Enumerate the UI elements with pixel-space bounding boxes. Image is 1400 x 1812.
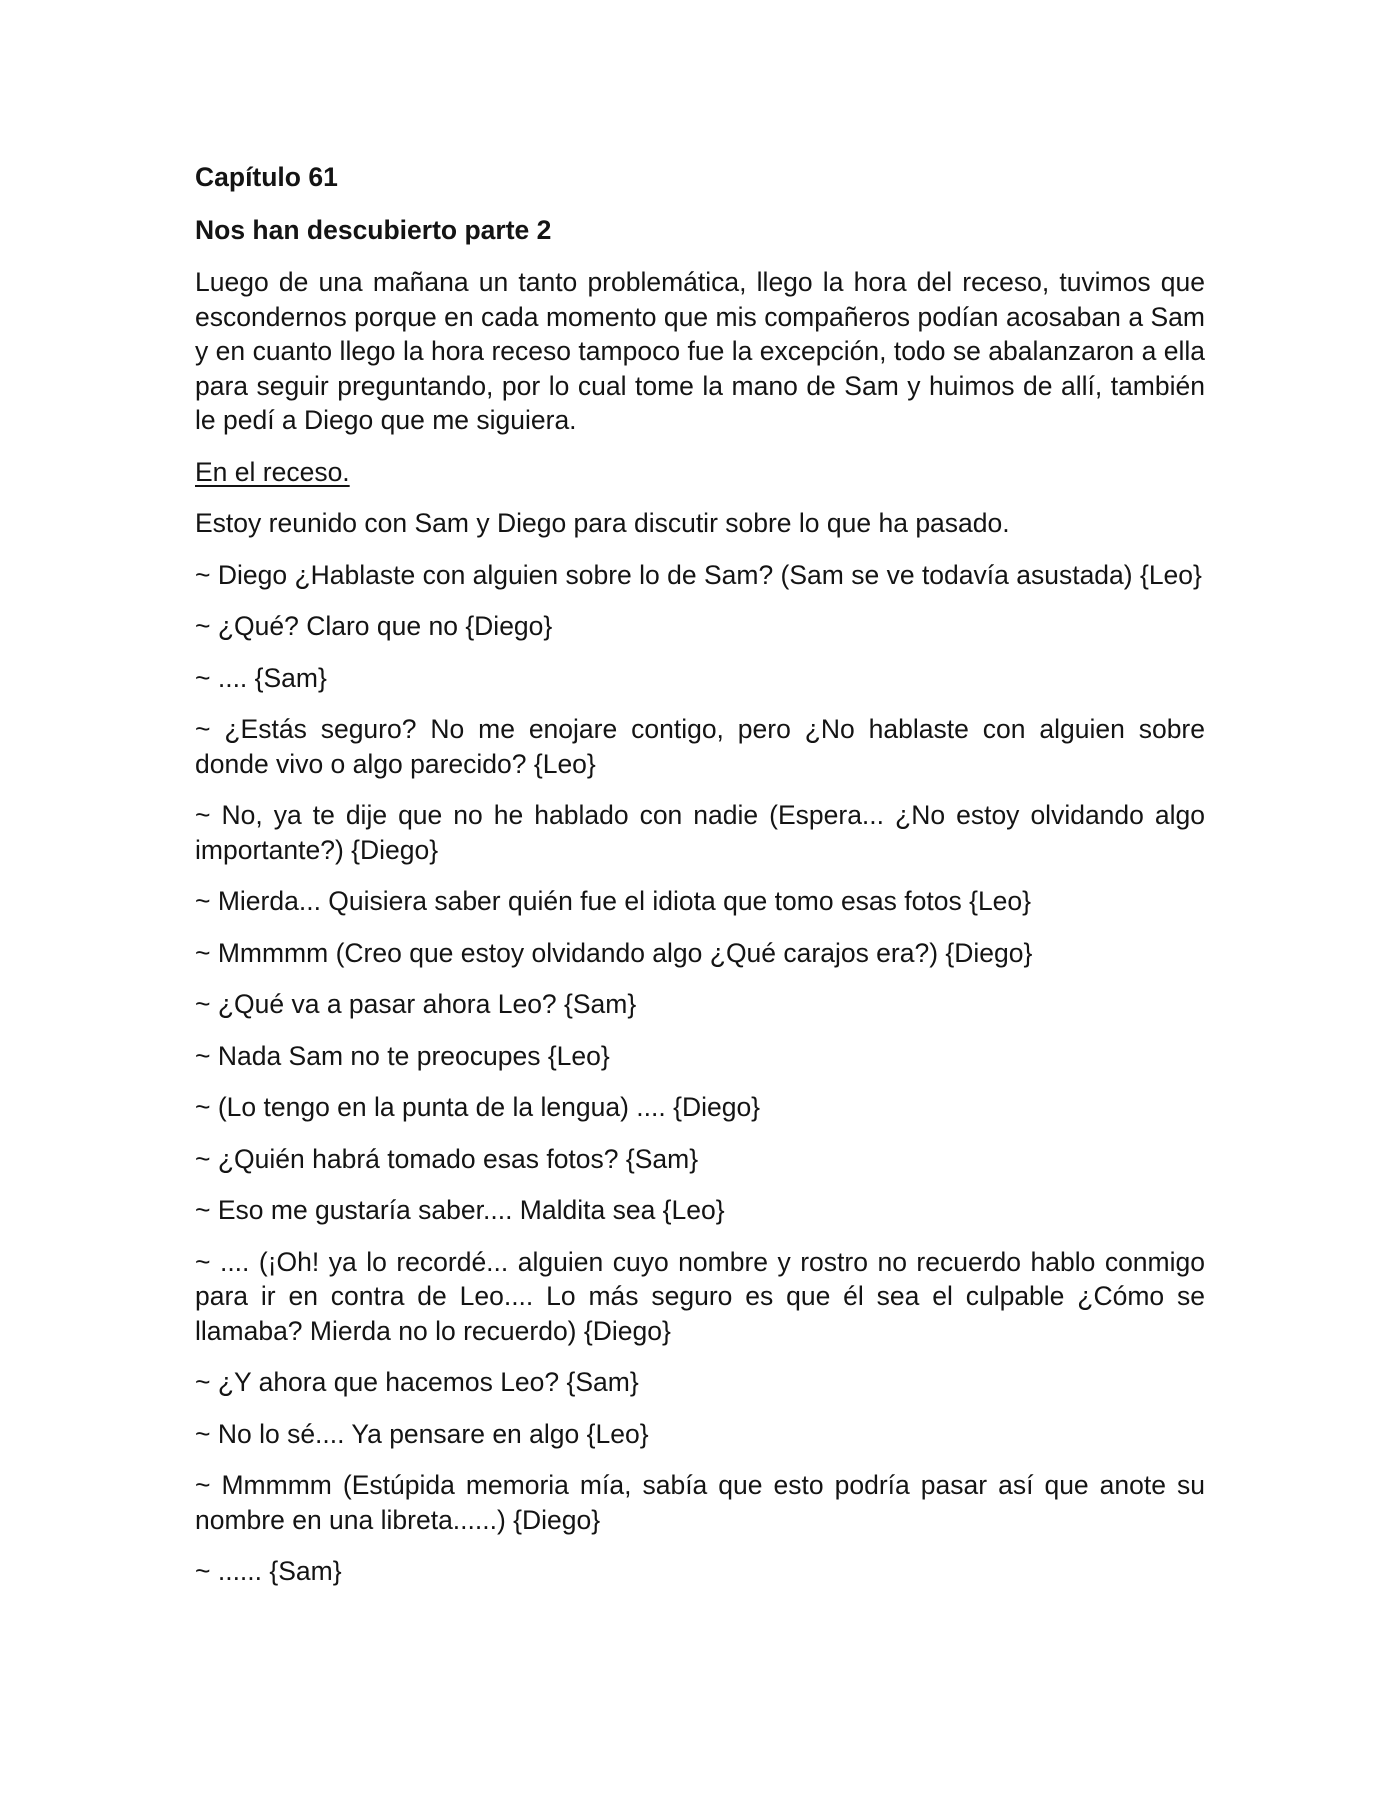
chapter-number: Capítulo 61 [195,162,338,192]
dialogue-line: ~ (Lo tengo en la punta de la lengua) .... {Diego} [195,1092,761,1122]
dialogue-line: ~ Eso me gustaría saber.... Maldita sea {Leo} [195,1195,725,1225]
dialogue-line: ~ ...... {Sam} [195,1556,342,1586]
chapter-title: Nos han descubierto parte 2 [195,214,552,245]
dialogue-line: ~ .... {Sam} [195,662,327,693]
document-body [195,160,1205,1606]
dialogue-line: ~ ¿Qué va a pasar ahora Leo? {Sam} [195,989,637,1019]
narration-paragraph: Estoy reunido con Sam y Diego para discutir sobre lo que ha pasado. [195,508,1010,538]
intro-paragraph: Luego de una mañana un tanto problemática, llego la hora del receso, tuvimos que escondernos porque en cada momento que mis compañeros podían acosaban a Sam y en cuanto llego la hora receso tampoco fue la excepción, todo se abalanzaron a ella para seguir preguntando, por lo cual tome la mano de Sam y huimos de allí, también le pedí a Diego que me siguiera. [195,267,1205,435]
dialogue-line: ~ ¿Y ahora que hacemos Leo? {Sam} [195,1367,639,1397]
dialogue-line: ~ Nada Sam no te preocupes {Leo} [195,1040,610,1071]
dialogue-line: ~ .... (¡Oh! ya lo recordé... alguien cuyo nombre y rostro no recuerdo hablo conmigo para ir en contra de Leo.... Lo más seguro es que él sea el culpable ¿Cómo se llamaba? Mierda no lo recuerdo) {Diego} [195,1246,1205,1346]
scene-heading: En el receso. [195,456,350,487]
dialogue-line: ~ No lo sé.... Ya pensare en algo {Leo} [195,1418,649,1449]
dialogue-line: ~ Mmmmm (Estúpida memoria mía, sabía que esto podría pasar así que anote su nombre en una libreta......) {Diego} [195,1470,1205,1535]
dialogue-line: ~ ¿Quién habrá tomado esas fotos? {Sam} [195,1143,699,1174]
dialogue-line: ~ ¿Qué? Claro que no {Diego} [195,611,553,641]
dialogue-line: ~ Diego ¿Hablaste con alguien sobre lo de Sam? (Sam se ve todavía asustada) {Leo} [195,559,1202,590]
dialogue-line: ~ No, ya te dije que no he hablado con nadie (Espera... ¿No estoy olvidando algo importante?) {Diego} [195,800,1205,865]
dialogue-line: ~ ¿Estás seguro? No me enojare contigo, pero ¿No hablaste con alguien sobre donde vivo o algo parecido? {Leo} [195,714,1205,779]
dialogue-line: ~ Mierda... Quisiera saber quién fue el idiota que tomo esas fotos {Leo} [195,886,1032,916]
dialogue-line: ~ Mmmmm (Creo que estoy olvidando algo ¿Qué carajos era?) {Diego} [195,937,1033,968]
